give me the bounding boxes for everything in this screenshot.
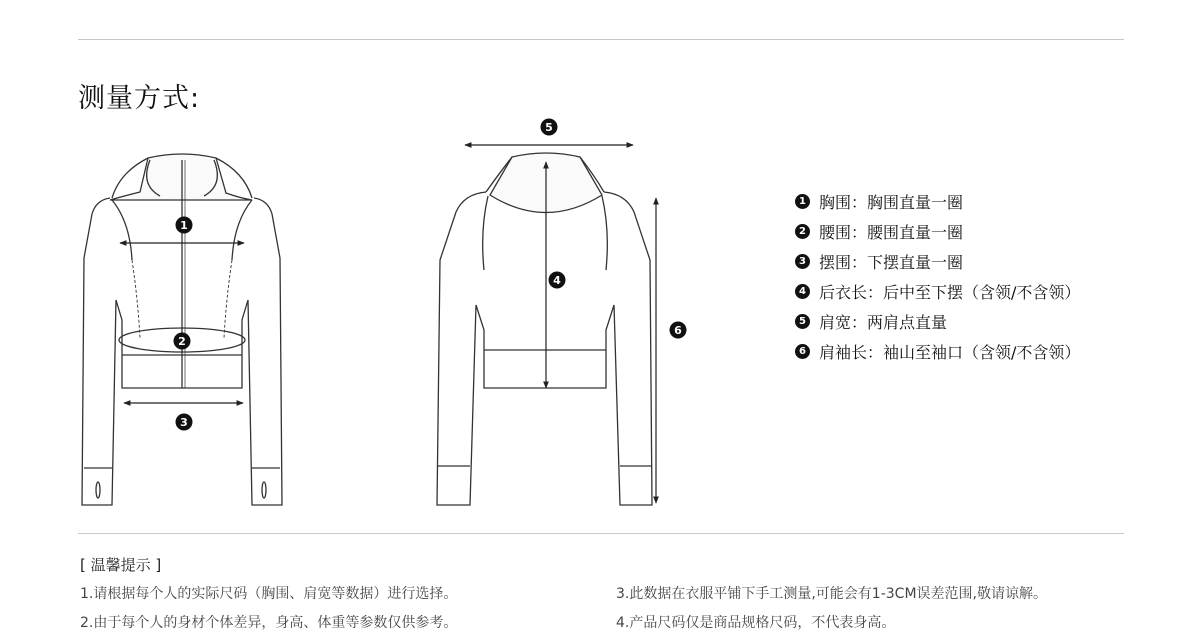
marker-2 [174, 333, 191, 350]
legend-label: 摆围：下摆直量一圈 [819, 252, 964, 272]
legend-label: 后衣长：后中至下摆（含领/不含领） [819, 282, 1081, 302]
marker-6 [670, 322, 687, 339]
svg-text:5: 5 [545, 121, 553, 134]
marker-5 [541, 119, 558, 136]
page-title: 测量方式: [78, 83, 201, 114]
measurement-legend [795, 186, 1080, 366]
legend-item-chest [795, 186, 1080, 216]
marker-3 [176, 414, 193, 431]
legend-label: 胸围：胸围直量一圈 [819, 192, 964, 212]
legend-item-hem [795, 246, 1080, 276]
legend-item-waist [795, 216, 1080, 246]
legend-label: 腰围：腰围直量一圈 [819, 222, 964, 242]
number-badge: 1 [795, 194, 810, 209]
legend-item-back-length [795, 276, 1080, 306]
svg-text:4: 4 [553, 274, 561, 287]
number-badge: 5 [795, 314, 810, 329]
tips-heading: [ 温馨提示 ] [80, 556, 162, 574]
legend-item-sleeve-length [795, 336, 1080, 366]
bottom-divider [78, 533, 1124, 534]
tip-item-3: 3.此数据在衣服平铺下手工测量,可能会有1-3CM误差范围,敬请谅解。 [616, 586, 1047, 602]
number-badge: 3 [795, 254, 810, 269]
tip-item-1: 1.请根据每个人的实际尺码（胸围、肩宽等数据）进行选择。 [80, 586, 458, 602]
svg-text:1: 1 [180, 219, 188, 232]
tip-item-4: 4.产品尺码仅是商品规格尺码，不代表身高。 [616, 615, 896, 631]
legend-label: 肩宽：两肩点直量 [819, 312, 948, 332]
svg-text:6: 6 [674, 324, 682, 337]
svg-text:2: 2 [178, 335, 186, 348]
jacket-front-view [82, 154, 282, 505]
number-badge: 4 [795, 284, 810, 299]
marker-4 [549, 272, 566, 289]
number-badge: 6 [795, 344, 810, 359]
legend-label: 肩袖长：袖山至袖口（含领/不含领） [819, 342, 1081, 362]
legend-item-shoulder [795, 306, 1080, 336]
marker-1 [176, 217, 193, 234]
jacket-back-view [437, 153, 652, 505]
svg-text:3: 3 [180, 416, 188, 429]
number-badge: 2 [795, 224, 810, 239]
tip-item-2: 2.由于每个人的身材个体差异，身高、体重等参数仅供参考。 [80, 615, 458, 631]
